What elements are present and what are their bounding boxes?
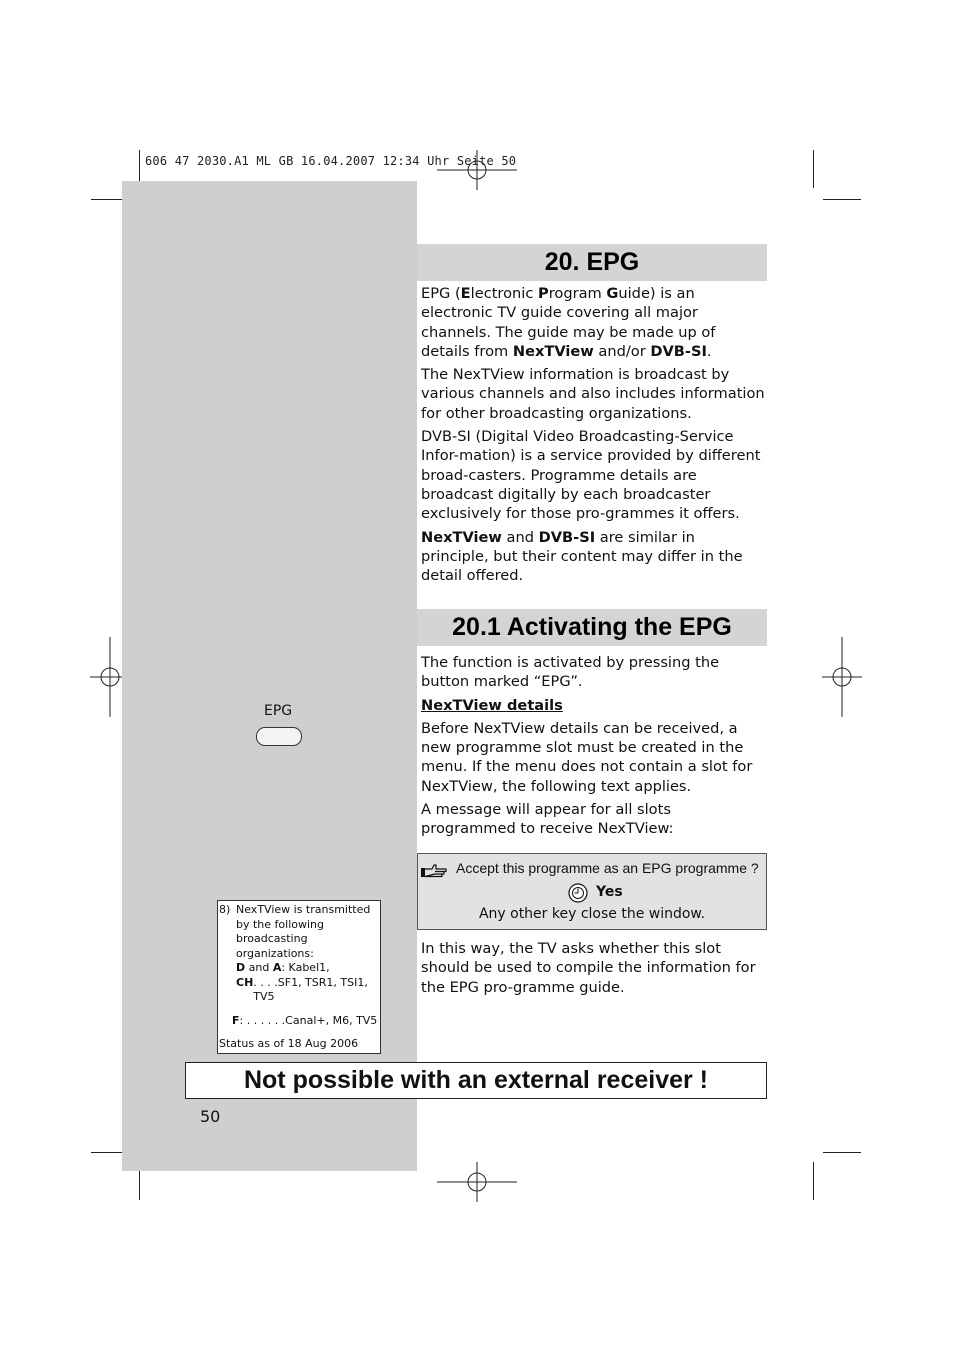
paragraph: The NexTView information is broadcast by various channels and also includes information for other broadcasting organizations. bbox=[421, 366, 765, 422]
paragraph: Before NexTView details can be received, a new programme slot must be created in the menu. If the menu does not contain a slot for NexTView, the following text applies. bbox=[421, 719, 753, 795]
crop-mark bbox=[823, 1152, 861, 1153]
crop-mark bbox=[823, 199, 861, 200]
paragraph: EPG (Electronic Program Guide) is an electronic TV guide covering all major channels. The guide may be made up of details from NexTView and/or DVB-SI. bbox=[421, 285, 716, 360]
section-activating-body bbox=[421, 653, 767, 843]
paragraph: DVB-SI (Digital Video Broadcasting-Service Infor-mation) is a service provided by different broad-casters. Programme details are broadcast digitally by each broadcaster exclusively for those pro-grammes it offers. bbox=[421, 428, 761, 523]
subheading-nextview-details: NexTView details bbox=[421, 696, 563, 714]
paragraph: In this way, the TV asks whether this slot should be used to compile the information for the EPG pro-gramme guide. bbox=[421, 940, 756, 996]
epg-button-icon bbox=[256, 727, 302, 746]
registration-mark-icon bbox=[437, 150, 517, 192]
registration-mark-icon bbox=[822, 637, 862, 717]
page-number: 50 bbox=[200, 1107, 221, 1126]
crop-mark bbox=[813, 1162, 814, 1200]
onscreen-message-box bbox=[417, 853, 767, 930]
footnote-box bbox=[217, 900, 381, 1054]
external-receiver-warning: Not possible with an external receiver ! bbox=[185, 1062, 767, 1099]
paragraph: The function is activated by pressing the button marked “EPG”. bbox=[421, 654, 720, 691]
footnote-line-ch: CH . . . .SF1, TSR1, TSI1, TV5 bbox=[236, 975, 368, 1003]
message-yes-option: Yes bbox=[596, 884, 623, 900]
section-activating-closing bbox=[421, 939, 767, 1001]
printer-slug: 606 47 2030.A1 ML GB 16.04.2007 12:34 Uhr Seite 50 bbox=[145, 154, 517, 168]
footnote-marker: 8) bbox=[219, 903, 231, 916]
message-question: Accept this programme as an EPG programme ? bbox=[456, 860, 759, 876]
epg-button-label: EPG bbox=[264, 703, 293, 719]
paragraph: A message will appear for all slots programmed to receive NexTView: bbox=[421, 801, 674, 838]
section-heading-epg: 20. EPG bbox=[417, 244, 767, 281]
message-other-key: Any other key close the window. bbox=[478, 906, 706, 922]
ok-button-icon bbox=[568, 883, 588, 903]
footnote-line-d-a: D and A: Kabel1, bbox=[236, 961, 330, 974]
footnote-status: Status as of 18 Aug 2006 bbox=[219, 1037, 359, 1050]
section-epg-body bbox=[421, 284, 767, 589]
registration-mark-icon bbox=[437, 1162, 517, 1202]
pointing-hand-icon bbox=[420, 863, 448, 879]
footnote-intro: NexTView is transmitted by the following broadcasting organizations: bbox=[236, 903, 371, 960]
crop-mark bbox=[813, 150, 814, 188]
footnote-line-f: F: . . . . . .Canal+, M6, TV5 bbox=[232, 1013, 378, 1027]
section-heading-activating-epg: 20.1 Activating the EPG bbox=[417, 609, 767, 646]
paragraph: NexTView and DVB-SI are similar in principle, but their content may differ in the detail offered. bbox=[421, 528, 743, 585]
